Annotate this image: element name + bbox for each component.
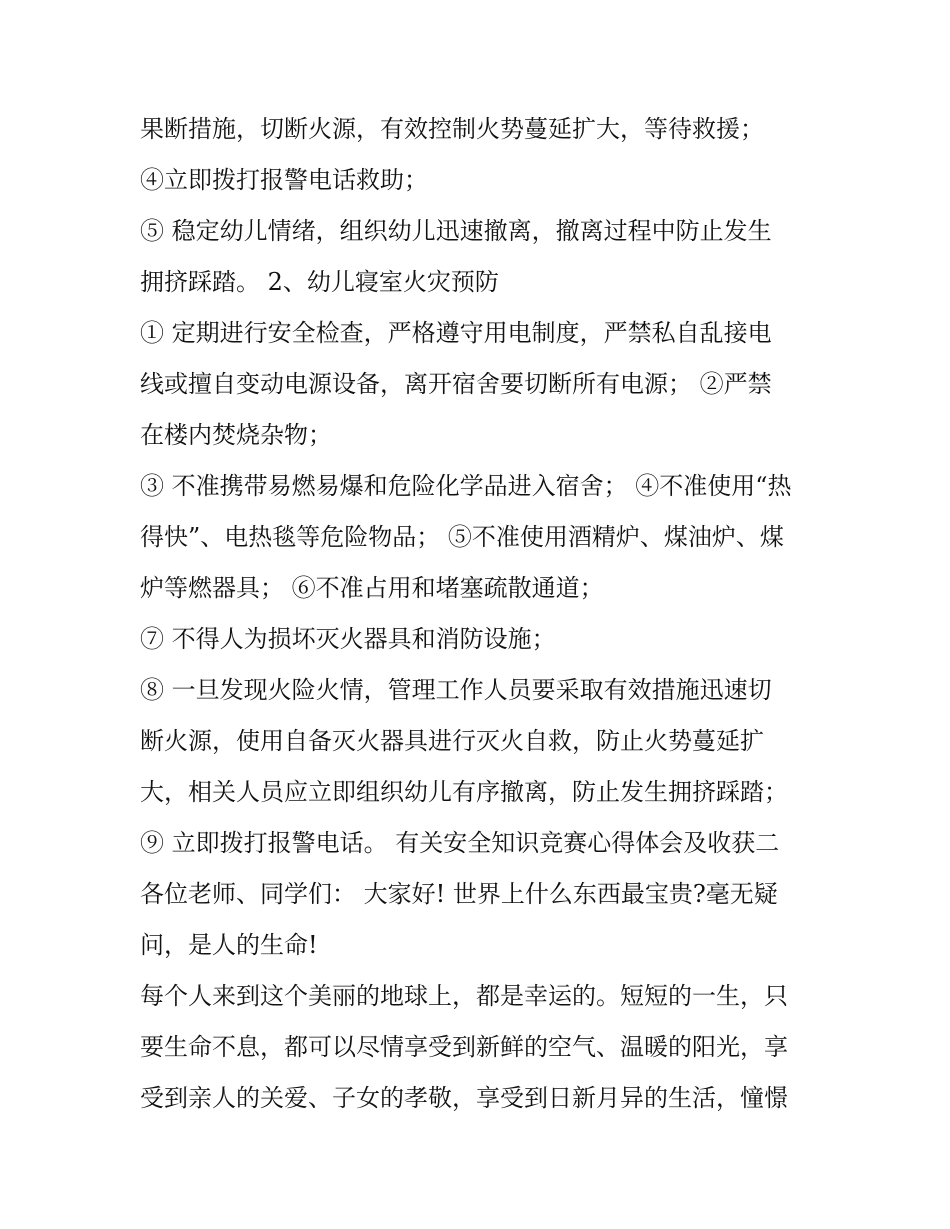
text-line: 每个人来到这个美丽的地球上，都是幸运的。短短的一生，只 xyxy=(140,982,788,1010)
text-line: ⑨ 立即拨打报警电话。 有关安全知识竞赛心得体会及收获二 xyxy=(140,829,780,857)
text-line: 线或擅自变动电源设备，离开宿舍要切断所有电源； ②严禁 xyxy=(140,370,772,398)
text-line: 在楼内焚烧杂物； xyxy=(140,421,332,449)
text-line: ③ 不准携带易燃易爆和危险化学品进入宿舍； ④不准使用“热 xyxy=(140,472,792,500)
text-line: ④立即拨打报警电话救助； xyxy=(140,166,428,194)
text-line: 受到亲人的关爱、子女的孝敬，享受到日新月异的生活，憧憬 xyxy=(140,1084,788,1112)
text-line: 得快”、电热毯等危险物品； ⑤不准使用酒精炉、煤油炉、煤 xyxy=(140,523,784,551)
text-line: ⑦ 不得人为损坏灭火器具和消防设施； xyxy=(140,625,556,653)
text-line: 要生命不息，都可以尽情享受到新鲜的空气、温暖的阳光，享 xyxy=(140,1033,788,1061)
text-line: ① 定期进行安全检查，严格遵守用电制度，严禁私自乱接电 xyxy=(140,319,772,347)
text-line: ⑧ 一旦发现火险火情，管理工作人员要采取有效措施迅速切 xyxy=(140,676,772,704)
text-line: 问，是人的生命! xyxy=(140,931,318,959)
text-line: 拥挤踩踏。 2、幼儿寝室火灾预防 xyxy=(140,268,499,296)
text-line: 断火源，使用自备灭火器具进行灭火自救，防止火势蔓延扩 xyxy=(140,727,764,755)
body-text xyxy=(140,104,840,1124)
text-line: ⑤ 稳定幼儿情绪，组织幼儿迅速撤离，撤离过程中防止发生 xyxy=(140,217,772,245)
text-line: 大，相关人员应立即组织幼儿有序撤离，防止发生拥挤踩踏； xyxy=(140,778,788,806)
text-line: 果断措施，切断火源，有效控制火势蔓延扩大，等待救援； xyxy=(140,115,764,143)
text-line: 各位老师、同学们： 大家好! 世界上什么东西最宝贵?毫无疑 xyxy=(140,880,778,908)
text-line: 炉等燃器具； ⑥不准占用和堵塞疏散通道； xyxy=(140,574,604,602)
